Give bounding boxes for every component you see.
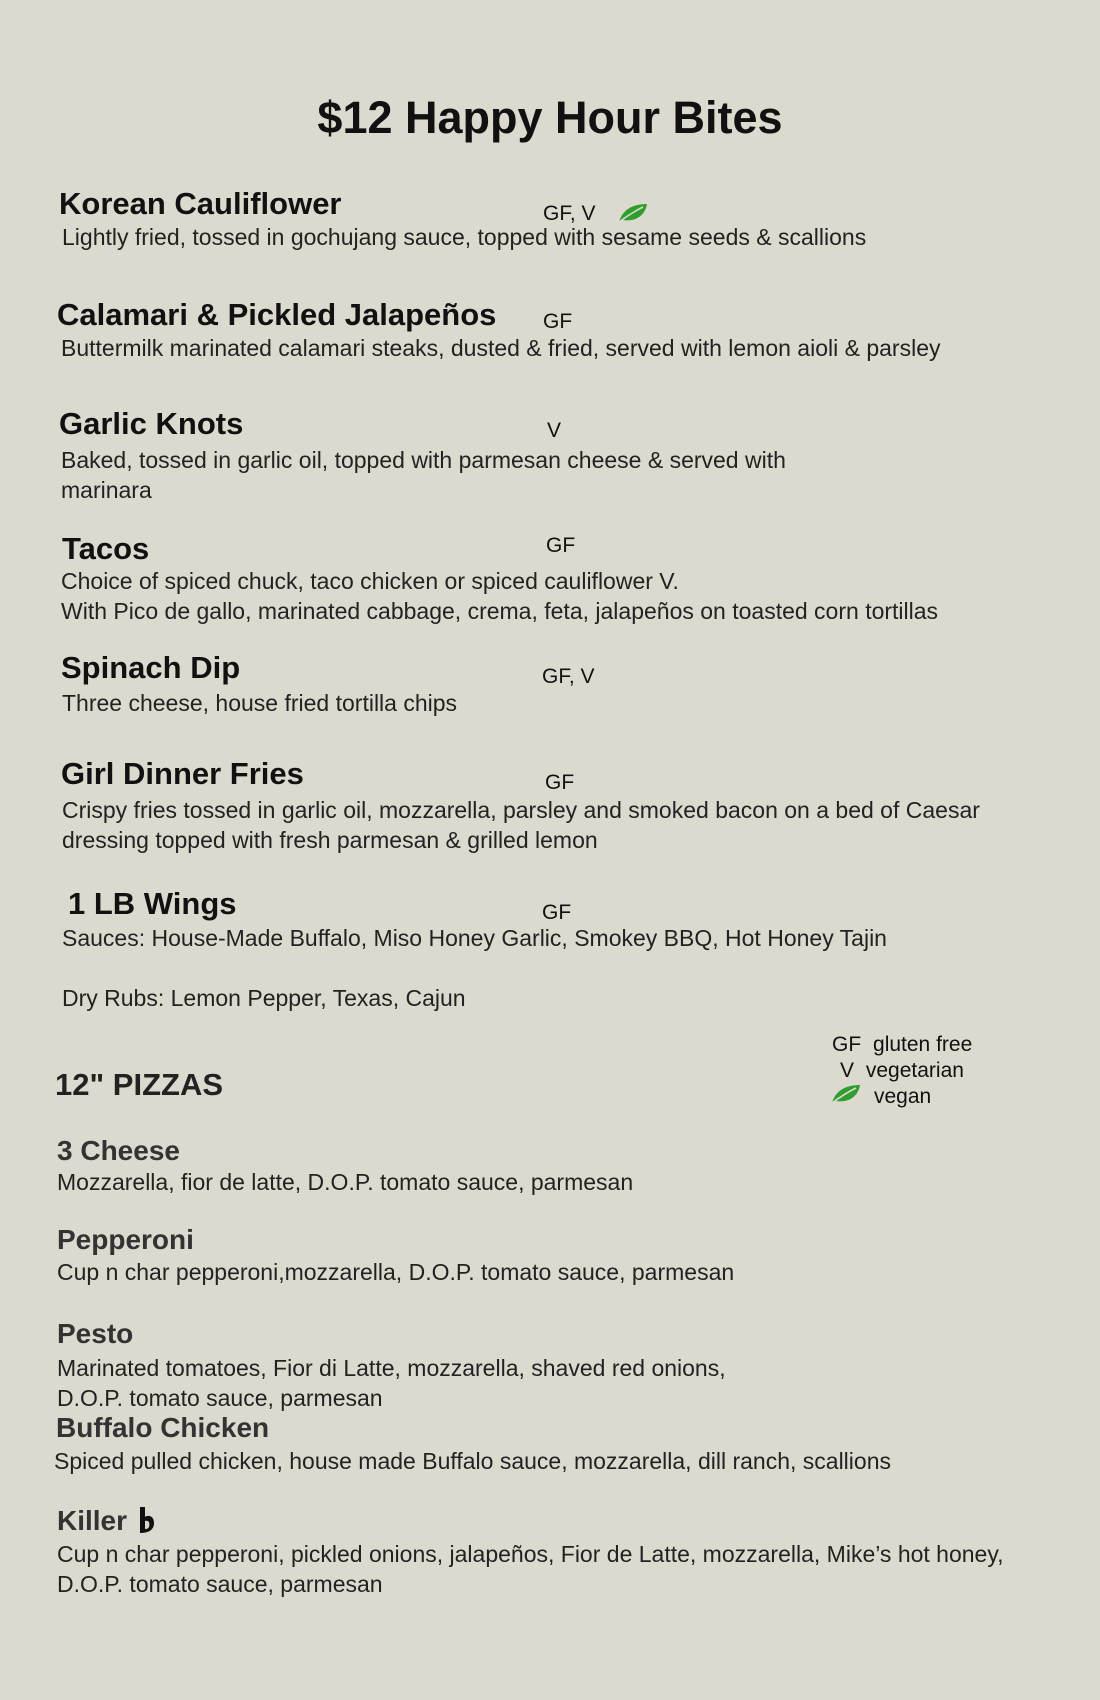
legend-code: V xyxy=(840,1059,855,1082)
legend-code: GF xyxy=(832,1033,862,1056)
item-tags: GF, V xyxy=(543,202,596,225)
item-name: Calamari & Pickled Jalapeños xyxy=(57,297,497,332)
section-title: 12" PIZZAS xyxy=(55,1067,224,1102)
item-tags: GF xyxy=(543,310,573,333)
item-description: Buttermilk marinated calamari steaks, dusted & fried, served with lemon aioli & parsley xyxy=(61,335,941,361)
item-name: Tacos xyxy=(62,531,150,566)
item-description: Crispy fries tossed in garlic oil, mozzarella, parsley and smoked bacon on a bed of Caesar dressing topped with fresh parmesan & grilled lemon xyxy=(62,797,980,853)
pizza-name xyxy=(57,1505,157,1537)
item-description: Lightly fried, tossed in gochujang sauce, topped with sesame seeds & scallions xyxy=(62,224,867,250)
pizza-name: Pepperoni xyxy=(57,1224,194,1255)
pizza-name-text: Killer xyxy=(57,1505,128,1536)
page-title: $12 Happy Hour Bites xyxy=(317,92,783,143)
leaf-icon xyxy=(617,202,649,224)
item-name: Korean Cauliflower xyxy=(59,186,342,221)
leaf-icon xyxy=(830,1083,862,1105)
pizza-description: Mozzarella, fior de latte, D.O.P. tomato sauce, parmesan xyxy=(57,1169,634,1195)
legend-v xyxy=(840,1059,964,1083)
item-tags: GF, V xyxy=(542,665,595,688)
item-description: Baked, tossed in garlic oil, topped with parmesan cheese & served with marinara xyxy=(61,447,786,503)
legend-label: gluten free xyxy=(873,1033,973,1056)
item-description-line: Dry Rubs: Lemon Pepper, Texas, Cajun xyxy=(62,985,466,1011)
item-description-line: Choice of spiced chuck, taco chicken or spiced cauliflower V. xyxy=(61,568,679,594)
item-description-line: With Pico de gallo, marinated cabbage, crema, feta, jalapeños on toasted corn tortillas xyxy=(61,598,939,624)
item-name: 1 LB Wings xyxy=(68,886,237,921)
item-tags: GF xyxy=(542,901,572,924)
item-tags: GF xyxy=(545,771,575,794)
item-tags: GF xyxy=(546,534,576,557)
item-description: Sauces: House-Made Buffalo, Miso Honey Garlic, Smokey BBQ, Hot Honey Tajin xyxy=(62,925,887,951)
legend-label: vegetarian xyxy=(865,1059,964,1082)
pizza-name: Pesto xyxy=(57,1318,134,1349)
item-name: Garlic Knots xyxy=(59,406,244,441)
item-name: Spinach Dip xyxy=(61,650,241,685)
pizza-description: Cup n char pepperoni, pickled onions, jalapeños, Fior de Latte, mozzarella, Mike’s hot honey, D.O.P. tomato sauce, parmesan xyxy=(57,1541,1004,1597)
legend-gf xyxy=(832,1033,972,1057)
pizza-description: Cup n char pepperoni,mozzarella, D.O.P. tomato sauce, parmesan xyxy=(57,1259,735,1285)
item-name: Girl Dinner Fries xyxy=(61,756,304,791)
pizza-name: Buffalo Chicken xyxy=(56,1412,270,1443)
pizza-description: Spiced pulled chicken, house made Buffalo sauce, mozzarella, dill ranch, scallions xyxy=(54,1448,891,1474)
legend-vegan-label: vegan xyxy=(874,1085,932,1108)
pizza-name: 3 Cheese xyxy=(57,1135,180,1166)
b-logo-icon xyxy=(137,1505,157,1535)
item-tags: V xyxy=(547,419,562,442)
pizza-description: Marinated tomatoes, Fior di Latte, mozzarella, shaved red onions, D.O.P. tomato sauce, parmesan xyxy=(57,1355,726,1411)
item-description: Three cheese, house fried tortilla chips xyxy=(62,690,458,716)
